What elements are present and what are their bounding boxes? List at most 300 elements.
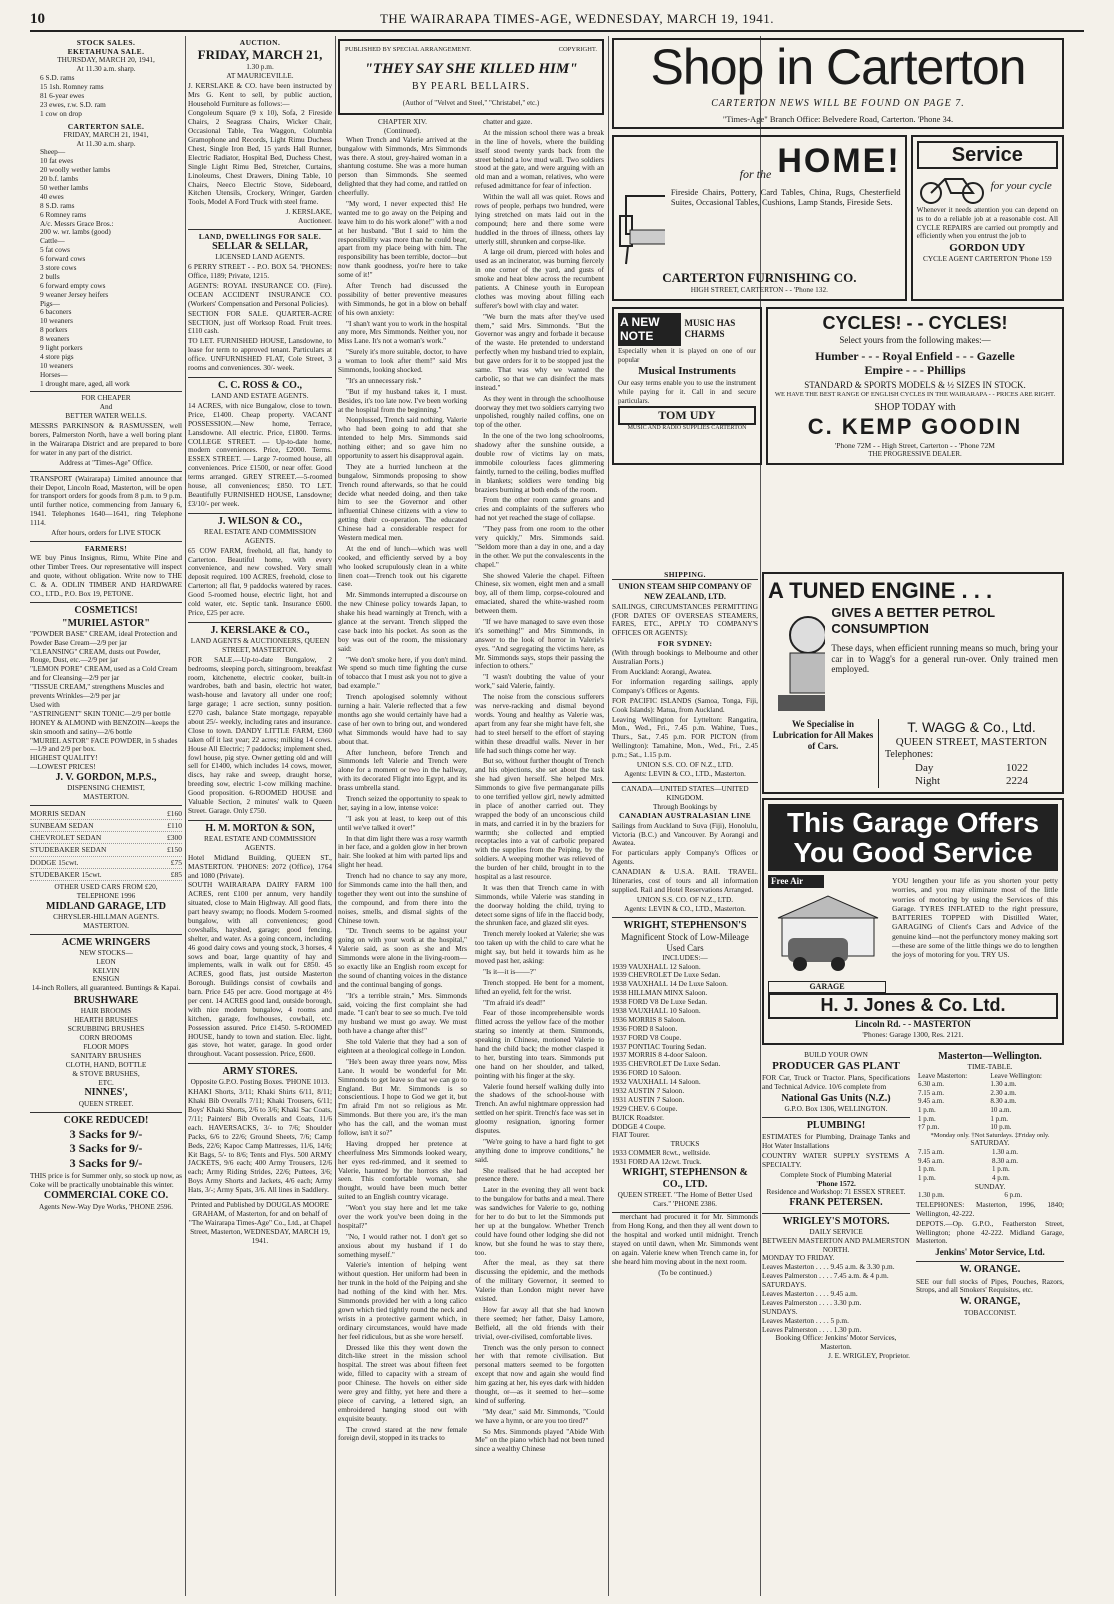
wright-stephenson-ad [612,918,758,1214]
table-row [30,820,182,832]
company-address: Lincoln Rd. - - MASTERTON [855,1018,971,1029]
section-heading: AUCTION. [239,38,281,47]
table-cell: 1 p.m. [918,1173,936,1182]
auction-ad [188,36,332,230]
timetable-line: Leaves Masterton . . . . 5 p.m. [762,1315,849,1325]
story-paragraph: Having dropped her pretence at cheerfulness Mrs Simmonds looked weary, her eyes red-rimmed, and it seemed to Valerie, haunted by the horrors she had seen. This comfortable woman, she thought, would have been much better suited to an English country vicarage. [338,1138,467,1202]
ad-heading: FOR CHEAPER [81,393,131,403]
list-item: Cattle— [40,236,65,246]
brand-list: Empire - - - Phillips [864,363,966,378]
publish-line [345,46,597,54]
table-row [916,1089,1064,1098]
cycle-service-ad [911,135,1064,301]
list-item: 15 1sh. Romney rams [40,81,104,91]
carterton-block [612,36,1064,566]
truck-item: 1931 FORD AA 12cwt. Truck. [612,1157,702,1167]
agent-sub: LAND AGENTS & AUCTIONEERS, QUEEN STREET, MASTERTON. [190,635,330,654]
car-item: BUICK Roadster. [612,1112,664,1122]
cycles-ad [766,307,1064,465]
music-cycles-row [612,305,1064,469]
table-cell: 7.15 a.m. [918,1148,945,1157]
ad-sub: INCLUDES:— [662,952,708,962]
ad-heading: CANADA—UNITED STATES—UNITED KINGDOM. [621,783,749,802]
car-name: STUDEBAKER SEDAN [30,845,107,855]
story-continuation: merchant had procured it for Mr. Simmonds from Hong Kong, and then they all went down to the hospital and worked until midnight. Trench stayed on until dawn, when Mr. Simmonds went on again. Valerie knew when Trench came in, for she heard him moving about in the next room. [612,1212,758,1266]
company-name: H. J. Jones & Co. Ltd. [768,993,1058,1019]
phone-label: Night [915,774,941,787]
column-header: Leave Masterton: [918,1071,968,1080]
timetable-line: Leaves Palmerston . . . . 7.45 a.m. & 4 p.m. [762,1271,889,1281]
story-paragraph: "Dr. Trench seems to be against your going on with your work at the hospital," Valerie said, as soon as she and Mrs Simmonds were alone in the living-room—so exactly like an English room except for the sound of chanting voices in the distance and the continual banging of gongs. [338,926,467,989]
ad-text: SAILINGS, CIRCUMSTANCES PERMITTING (FOR DATES OF OVERSEAS STEAMERS, FARES, ETC., APPLY TO COMPANY'S OFFICES OR AGENTS): [612,601,758,638]
story-paragraph: As they went in through the schoolhouse doorway they met two soldiers carrying two unpolished, roughly nailed coffins, one on top of the other. [475,393,604,430]
table-cell: 8.30 a.m. [992,1156,1019,1165]
truck-list [612,1149,758,1167]
story-paragraph: "I wasn't doubting the value of your work," said Valerie, faintly. [475,672,604,691]
table-row [30,869,182,881]
company-name: WRIGHT, STEPHENSON'S [623,919,747,931]
table-cell: 1 p.m. [992,1165,1010,1174]
story-paragraph: At the mission school there was a break in the line of hovels, where the building itself stood twenty yards back from the street behind a low mud wall. Two soldiers stood at the gate, and were arguing with an old man and a woman, relatives, who were refused admittance for fear of infection. [475,127,604,191]
company-name: National Gas Units (N.Z.) [781,1092,891,1104]
truck-item: 1933 COMMER 8cwt., welltside. [612,1148,711,1158]
car-item: 1939 CHEVROLET De Luxe Sedan. [612,970,721,980]
list-item: 5 fat cows [40,245,70,255]
bicycle-icon [917,169,987,205]
list-item: 6 baconers [40,307,72,317]
story-paragraph: "We're going to have a hard fight to get anything done to improve conditions," he said. [475,1136,604,1164]
ad-highlight: Musical Instruments [638,365,736,378]
ad-text: Congoleum Square (9 x 10), Sofa, 2 Fireside Chairs, 2 Seagrass Chairs, Wicker Chair, Occasional Table, Tea Waggon, Columbia Gramophone and Records, Light Rimu Duchess Chest, Single Iron Bed, 15 yards Hall Runner, Electric Radiator, Hospital Bed, Duchess Chest, Single Light Rimu Bed, Stretcher, Curtains, Linoleums, Chest Drawers, Dining Table, 10 Chairs, Neeco Electric Stove, Sideboard, Kitchen Utensils, Crockery, Wringer, Garden Tools, Model A Ford Truck with steel frame. [188,108,332,207]
ad-heading: A NEW NOTE [618,313,681,346]
product-item: CLOTH, HAND, BOTTLE [65,1059,147,1069]
story-paragraph: From the other room came groans and cries and complaints of the sufferers who had not yet reached the stage of collapse. [475,495,604,523]
ad-heading: PLUMBING! [806,1119,866,1131]
column-1 [30,36,182,1214]
garage-town: MASTERTON. [83,920,129,930]
agent-name: J. KERSLAKE & CO., [210,624,310,636]
imprint: Printed and Published by DOUGLAS MOORE GRAHAM, of Masterton, for and on behalf of "The Wairarapa Times-Age" Co., Ltd., at Chapel Street, Masterton, WEDNESDAY, MARCH 19, 1941. [188,1200,332,1245]
table-cell: 4 p.m. [992,1173,1010,1182]
table-row [916,1191,1064,1200]
list-item: Horses— [40,369,68,379]
company-name: CANADIAN AUSTRALASIAN LINE [618,811,752,821]
brand-list: Humber - - - Royal Enfield - - - Gazelle [815,348,1015,363]
ad-text: 14-inch Rollers, all guaranteed. Buntings & Kapai. [31,983,181,993]
ad-text: OTHER USED CARS FROM £20, [54,881,158,891]
list-item: Pigs— [40,298,60,308]
company-phones: 'Phones: Garage 1300, Res. 2121. [862,1029,964,1039]
story-paragraph: "It's a terrible strain," Mrs. Simmonds said, voicing the first complaint she had made. "I can't bear to see so much. I've told my husband we must go away. We must both have a change after this!" [338,990,467,1036]
banner-title: Shop in Carterton [650,39,1026,95]
story-byline: BY PEARL BELLAIRS. [411,81,531,93]
furnishing-ad [612,135,907,301]
story-paragraph: "It's an unnecessary risk." [346,375,422,385]
company-address: HIGH STREET, CARTERTON - - 'Phone 132. [690,284,828,294]
ross-ad [188,378,332,514]
sale-date: FRIDAY, MARCH 21, 1941, [63,129,149,139]
tobacconist-ad [916,1262,1064,1320]
ad-subheading: GIVES A BETTER PETROL CONSUMPTION [831,604,995,636]
list-item: 4 store pigs [40,351,74,361]
price-line: 3 Sacks for 9/- [69,1155,143,1170]
list-item: ENSIGN [92,974,120,984]
mechanic-icon [768,605,825,715]
agent-name: H. M. MORTON & SON, [205,822,315,834]
transport-ad [30,472,182,542]
bottom-ads [762,1049,1064,1364]
table-cell: 9.45 a.m. [918,1097,945,1106]
ad-phone: 'Phone 1572. [816,1178,856,1188]
list-item: 2 bulls [40,271,60,281]
ad-sub: BETWEEN MASTERTON AND PALMERSTON NORTH. [762,1235,910,1254]
table-row [916,1080,1064,1089]
table-row [916,1097,1064,1106]
publish-note: PUBLISHED BY SPECIAL ARRANGEMENT. [345,46,472,53]
story-paragraph: Trench was the only person to connect her with that remote civilisation. But personal matters seemed to be forgotten except that now and again she would find him gazing at her, his eyes dark with hidden thought, or—as it seemed to her—some kind of suffering. [475,1342,604,1405]
car-name: SUNBEAM SEDAN [30,821,94,831]
page-number: 10 [30,10,45,27]
list-item: 10 fat ewes [40,156,74,166]
brand-name: "MURIEL ASTOR" [62,617,150,629]
carterton-ads-row [612,133,1064,305]
column-5 [762,570,1064,1364]
signature-sub: Auctioneer. [298,216,332,226]
sale-date: THURSDAY, MARCH 20, 1941, [57,55,155,65]
list-item: 3 store cows [40,263,77,273]
agent-name: J. WILSON & CO., [217,515,303,527]
ad-heading: HOME! [777,141,901,180]
timetable-notes: *Monday only. †Not Saturdays. ‡Friday only. [930,1131,1050,1139]
table-cell: 10 p.m. [990,1123,1012,1132]
table-row [916,1106,1064,1115]
ad-phone: TELEPHONE 1996 [76,890,136,900]
day-heading: SATURDAY. [970,1138,1010,1148]
ad-text: Complete Stock of Plumbing Material [780,1169,892,1179]
product-list [30,630,182,772]
ad-text: Fireside Chairs, Pottery, Card Tables, China, Rugs, Chesterfield Suites, Occasional Tables, Cushions, Lamp Stands, Fireside Sets. [670,187,901,208]
company-name: UNION STEAM SHIP COMPANY OF NEW ZEALAND, LTD. [618,582,752,601]
car-price-list [30,808,182,881]
story-paragraph: "They pass from one room to the other very quickly," Mrs. Simmonds said. "Seldom more than a day in one, and a day in the other. We put the convalescents in the chapel." [475,524,604,569]
product-item: —LOWEST PRICES! [30,762,96,772]
ad-prefix: for the [739,167,772,182]
story-paragraph: Dressed like this they went down the ditch-like street in the mission school hospital. The street was about fifteen feet wide, filled to capacity with a stream of poor Chinese. The hovels on either side were grey and filthy, yet here and there a piece of carving, a lettered sign, an embroidered hanging stood out with exquisite beauty. [338,1342,467,1423]
table-row [916,1115,1064,1124]
company-sub: CYCLE AGENT CARTERTON 'Phone 159 [922,254,1052,264]
list-item: 10 weaners [40,360,74,370]
story-paragraph: She showed Valerie the chapel. Fifteen Chinese, six women, eight men and a small boy, all of them limp, corpse-coloured and emaciated, shared the white-washed room between them. [475,570,604,616]
car-list [612,963,758,1141]
product-item: "MURIEL ASTOR" FACE POWDER, in 5 shades—1/9 and 2/9 per box. [30,735,178,754]
wrigley-ad [762,1214,910,1365]
ad-address: Residence and Workshop: 71 ESSEX STREET. [766,1187,906,1197]
ad-text: Whenever it needs attention you can depend on us to do a reliable job at a reasonable cost. All CYCLE REPAIRS are carried out promptly and efficiently when you entrust the job to [916,205,1058,241]
ad-heading: COKE REDUCED! [63,1114,149,1126]
ad-text: FOR PACIFIC ISLANDS (Samoa, Tonga, Fiji, Cook Islands): Matua, from Auckland. [612,695,758,714]
list-item: 9 light porkers [40,343,83,353]
company-sub: TOBACCONIST. [963,1307,1017,1317]
company-name: GORDON UDY [949,242,1026,255]
table-row [30,832,182,844]
company-phones: 'Phone 72M - - High Street, Carterton - - 'Phone 72M [835,440,995,450]
store-address: QUEEN STREET. [78,1098,134,1108]
morton-ad [188,821,332,1064]
agent-text: SECTION FOR SALE. QUARTER-ACRE SECTION, just off Worksop Road. Fruit trees. £110 cash. [188,308,332,336]
ad-heading: BRUSHWARE [73,995,139,1007]
ad-text: DEPOTS.—Op. G.P.O., Featherston Street, Wellington; phone 42-222. Midland Garage, Masterton. [916,1218,1064,1246]
route-heading: FOR SYDNEY: [657,639,713,649]
story-paragraph: Trench had no chance to say any more, for Simmonds came into the hall then, and together they went out into the sunshine of the compound, and from there into the noises, smells, and dismal sights of the Chinese town. [338,871,467,925]
table-cell: 1.30 a.m. [990,1080,1017,1089]
car-price: £85 [170,869,182,879]
plumbing-ad [762,1118,910,1214]
ad-sub: TIME-TABLE. [967,1061,1013,1071]
car-item: 1939 VAUXHALL 12 Saloon. [612,961,701,971]
sale-items [30,148,182,388]
story-paragraph: Trench stopped. He bent for a moment, lifted an eyelid, felt for the wrist. [475,977,604,996]
table-row [30,808,182,820]
story-paragraph: The crowd stared at the new female foreign devil, stopped in its tracks to [338,1424,467,1443]
gas-plant-ad [762,1049,910,1118]
copyright-note: COPYRIGHT. [558,46,597,53]
car-item: 1938 VAUXHALL 14 De Luxe Saloon. [612,979,728,989]
agent-sub: LICENSED LAND AGENTS. [215,252,305,262]
store-sub: Opposite G.P.O. Posting Boxes. 'PHONE 1013. [190,1077,330,1087]
store-name: ARMY STORES. [222,1066,298,1078]
product-item: SANITARY BRUSHES [70,1050,142,1060]
sale-items [30,74,182,118]
table-cell: 1 p.m. [918,1165,936,1174]
company-name: TOM UDY [618,406,756,425]
story-paragraph: "He's been away three years now, Miss Lane. It would be wonderful for Mr. Simmonds to get leave so that we can go to England. But Mr. Simmonds is so conscientious. I hope to God we get it, but I'm afraid I'm not so religious as Mr. Simmonds. But there you are, it's the man who has the call, and the woman must follow, isn't it so?" [338,1056,467,1138]
car-name: DODGE 15cwt. [30,857,79,867]
table-cell: 7.15 a.m. [918,1088,945,1097]
car-item: 1938 VAUXHALL 10 Saloon. [612,1006,701,1015]
column-rule [335,36,336,1596]
ad-heading: Masterton—Wellington. [938,1050,1042,1062]
agent-text: AGENTS: ROYAL INSURANCE CO. (Fire). OCEAN ACCIDENT INSURANCE CO. (Workers' Compensation and Personal Policies). [188,281,332,308]
list-item: A/c. Messrs Grace Bros.: [40,218,114,228]
car-item: 1929 CHEV. 6 Coupe. [612,1103,678,1113]
company-name: UNION S.S. CO. OF N.Z., LTD. [636,894,734,904]
company-name: UNION S.S. CO. OF N.Z., LTD. [636,760,734,770]
list-item: 200 w. wr. lambs (good) [40,227,111,237]
agent-sub: LAND AND ESTATE AGENTS. [211,391,309,401]
ad-text: Especially when it is played on one of our popular [618,347,756,364]
column-rule [185,36,186,1596]
stock-sales [30,36,182,392]
agents: Agents: LEVIN & CO., LTD., Masterton. [624,903,746,913]
masthead [30,8,1084,32]
armchair-icon [618,186,665,266]
sale-time: At 11.30 a.m. sharp. [76,138,136,148]
list-item: 20 woolly wether lambs [40,165,111,175]
ad-heading: BETTER WATER WELLS. [65,411,147,421]
illustration-label: GARAGE [768,981,886,993]
sale-heading: EKETAHUNA SALE. [67,47,145,57]
chemist-town: MASTERTON. [83,792,129,802]
chemist-sub: DISPENSING CHEMIST, [67,783,145,793]
story-paragraph: "Is it—it is——?" [483,966,536,976]
ad-text: Leaving Wellington for Lyttelton: Rangatira, Mon., Wed., Fri., 7.45 p.m. Wahine, Tues., Thurs., Sat., 7.45 p.m. FOR PICTON (from Wellington): Tamahine, Mon., Wed., Fri., 2.45 p.m.; Sat., 1.15 p.m. [612,714,758,760]
timetable-line: SUNDAYS. [762,1306,798,1316]
ad-sub: DAILY SERVICE [809,1226,863,1236]
timetable-line: SATURDAYS. [762,1280,807,1290]
timetable-line: Leaves Palmerston . . . . 3.30 p.m. [762,1297,862,1307]
agent-address: Hotel Midland Building, QUEEN ST., MASTERTON. 'PHONES: 2072 (Office), 1764 and 1080 (Private). [188,852,332,880]
table-cell: 1.30 p.m. [918,1191,945,1200]
story-paragraph: Valerie found herself walking dully into the shadows of the school-house with Trench. An awful nightmare oppression had settled on her spirit. Trench's face was set in gloomy resignation, ignoring former disputes. [475,1081,604,1136]
chapter-heading: CHAPTER XIV. [378,117,427,126]
car-item: 1932 VAUXHALL 14 Saloon. [612,1077,701,1087]
list-item: KELVIN [92,965,120,975]
sale-time: At 11.30 a.m. sharp. [76,64,136,74]
ad-heading: ACME WRINGERS [61,936,151,948]
timetable [916,1148,1064,1182]
illustration-label: Free Air [768,875,824,888]
car-item: 1936 FORD 10 Saloon. [612,1068,681,1078]
story-paragraph: In that dim light there was a rosy warmth in her face, and a golden glow in her brown hair. She looked at him with parted lips and slight her head. [338,833,467,870]
story-paragraph: Nonplussed, Trench said nothing. Valerie who had been going to add that she intended to help Mrs. Simmonds said nothing either; and so gave him no opportunity to assert his disapproval again. [338,415,467,460]
car-price: £160 [167,809,182,819]
ad-text: For particulars apply Company's Offices or Agents. [612,848,758,867]
farmers-ad [30,542,182,604]
story-paragraph: The noise from the conscious sufferers was nerve-racking and dismal beyond words. Young and healthy as Valerie was, apart from any fear she might have felt, she had to steel herself to the effort of staying within these dreadful walls. Never in her life had such things come her way. [475,692,604,755]
table-cell: †7 p.m. [918,1123,940,1132]
story-paragraph: But so, without further thought of Trench and his objections, she set about the task she had given herself. She helped Mrs. Simmonds to give five permanganate pills to one terrified yellow girl, newly admitted in place of another carried out. They wrapped the body of an unconscious child in mats, and carried it in by the braziers for warmth; she collected and emptied receptacles into a vat of carbolic prepared with the supplies from the Peiping, by the soldiers. A weeping mother was relieved of the burden of her child, brought in to the hospital as a last resource. [475,756,604,881]
story-paragraph: Within the wall all was quiet. Rows and rows of people, perhaps two hundred, were lying stretched on mats laid out in the compound; here and there some were huddled in the throes of illness, others lay utterly still, shrunken and corpse-like. [475,192,604,246]
table-cell: 1 p.m. [990,1114,1009,1123]
car-item: FIAT Tourer. [612,1130,650,1140]
company-name: CARTERTON FURNISHING CO. [662,270,857,286]
story-paragraph: "I shan't want you to work in the hospital any more, Mrs Simmonds. Neither you, nor Miss Lane. It's not a woman's work." [338,318,467,346]
table-cell: 2.30 a.m. [990,1088,1017,1097]
ad-sub: Through Bookings by [652,801,718,811]
list-item: LEON [96,956,116,966]
car-item: 1938 FORD V8 De Luxe Sedan. [612,997,708,1007]
canadian-line-ad [612,783,758,918]
column-rule [608,36,609,1596]
car-item: 1935 CHEVROLET De Luxe Sedan. [612,1059,721,1069]
story-paragraph: After the meal, as they sat there discussing the epidemic, and the methods of the military Governor, it seemed to Valerie than London might never have existed. [475,1258,604,1304]
car-item: 1932 AUSTIN 7 Saloon. [612,1086,685,1096]
story-paragraph: Fear of those incomprehensible words flitted across the yellow face of the mother staring so intently at them. Simmonds, speaking in Chinese, motioned Valerie to hand the child back; the mother clasped it to her, bursting into tears. Simmonds put one hand on her shoulder, and talked, pointing with his finger at the sky. [475,1008,604,1080]
list-item: 81 6-year ewes [40,90,85,100]
banner-branch: "Times-Age" Branch Office: Belvedere Road, Carterton. 'Phone 34. [722,114,954,125]
list-item: 6 Romney rams [40,209,87,219]
company-name: T. WAGG & Co., Ltd. [907,718,1036,735]
timetable-ad [916,1049,1064,1263]
car-name: CHEVROLET SEDAN [30,833,102,843]
section-heading: SHIPPING. [612,570,758,580]
car-item: 1937 MORRIS 8 4-door Saloon. [612,1050,708,1060]
list-item: 6 forward empty cows [40,280,106,290]
table-cell: 1 p.m. [918,1114,936,1123]
company-name: WRIGHT, STEPHENSON & CO., LTD. [622,1167,748,1191]
story-paragraph: How far away all that she had known there seemed; her father, Daisy Lamore, Belfield, all the old friends with their trivial, over-civilised, comfortable lives. [475,1304,604,1341]
table-row [916,1123,1064,1132]
car-item: 1937 FORD V8 Coupe. [612,1032,682,1042]
car-price: £300 [167,833,182,843]
car-item: 1936 FORD 8 Saloon. [612,1023,678,1033]
ad-sub: MUSIC HAS CHARMS [684,318,736,340]
company-name: FRANK PETERSEN. [789,1197,883,1209]
section-heading: STOCK SALES. [76,38,136,47]
ad-heading: CYCLES! - - CYCLES! [822,312,1008,333]
ad-heading: PRODUCER GAS PLANT [772,1059,900,1072]
ad-prefix: BUILD YOUR OWN [804,1049,868,1059]
story-paragraph: Trench apologised solemnly without turning a hair. Valerie reflected that a few months ago she would certainly have had a case of her own to bring out, and wondered what Simmonds would have had to say about that. [338,692,467,746]
agent-sub: REAL ESTATE AND COMMISSION AGENTS. [203,833,317,852]
sale-heading: CARTERTON SALE. [67,121,145,131]
serial-title-box [338,39,604,115]
ad-text: WE buy Pinus Insignus, Rimu, White Pine and other Timber Trees. Our representative will inspect and quote, without obligation. Write now to THE C. & A. ODLIN TIMBER AND HARDWARE CO., LTD., P.O. Box 19, PETONE. [30,552,182,598]
union-steam-ad [612,580,758,783]
ad-sub: for your cycle [990,180,1052,193]
ad-text: Sailings from Auckland to Suva (Fiji), Honolulu, Victoria (B.C.) and Vancouver. By Aorangi and Awatea. [612,820,758,848]
ad-sub: Select yours from the following makes:— [839,334,991,345]
garage-service-ad [762,798,1064,1044]
company-address: G.P.O. Box 1306, WELLINGTON. [784,1104,888,1114]
car-price: £75 [170,857,182,867]
ad-text: Booking Office: Jenkins' Motor Services, Masterton. [775,1333,897,1352]
story-paragraph: In the one of the two long schoolrooms, shadowy after the sunshine outside, a double row of victims lay on mats, immobile colourless faces glimmering faintly, turned to the ceiling, bodies muffled in blankets; soldiers were tending big braziers burning at both ends of the room. [475,431,604,494]
product-item: "POWDER BASE" CREAM, ideal Protection and Powder Base Cream—2/9 per jar [30,628,178,647]
list-item: 40 ewes [40,191,64,201]
table-row [30,844,182,856]
wringers-ad [30,935,182,1113]
garage-sub: CHRYSLER-HILLMAN AGENTS. [53,911,159,921]
story-paragraph: "If we have managed to save even those it's something!" and Mrs Simmonds, in answer to the look of horror in Valerie's eyes. "And segregating the victims here, as Mr. Simmonds says, stops their passing the infection to others." [475,617,604,671]
phone-label: Day [915,761,934,774]
timetable [916,1191,1064,1200]
company-name: C. KEMP GOODIN [807,414,1023,440]
ad-text: (With through bookings to Melbourne and other Australian Ports.) [612,648,758,667]
ad-text: These days, when efficient running means so much, bring your car in to Wagg's for a general run-over. Only trained men employed. [831,642,1058,675]
story-paragraph: "No, I would rather not. I don't get so anxious about my husband if I do something myself." [338,1231,467,1259]
list-item: 1 cow on drop [40,108,82,118]
music-ad [612,307,762,465]
ad-text: YOU lengthen your life as you shorten your petty worries, and you may eliminate most of the little worries of motoring by using the Services of this Garage. TYRES INFLATED to the right pressure, BATTERIES TOPPED with Distilled Water, GARAGING of Client's Cars and Advice of the genuine kind—not the perfunctory money making sort—these are some of the little things we do to lengthen the joys of motoring for you. TRY US. [892,876,1058,960]
company-address: QUEEN STREET, MASTERTON [895,735,1048,748]
list-item: 50 wether lambs [40,183,89,192]
cosmetics-ad [30,603,182,806]
day-heading: SUNDAY. [974,1181,1006,1191]
timetable-line: Leaves Masterton . . . . 9.45 a.m. [762,1288,858,1298]
story-column-right [475,118,604,1456]
list-item: 8 porkers [40,325,68,335]
ad-text: MESSRS PARKINSON & RASMUSSEN, well borers, Palmerston North, have a well boring plant in the Wairarapa District and are prepared to bore for water in any part of the district. [30,421,182,457]
story-paragraph: "Won't you stay here and let me take over the work you've been doing in the hospital?" [338,1203,467,1230]
ad-heading: COSMETICS! [74,605,138,617]
product-item: HIGHEST QUALITY! [30,753,98,763]
agent-text: SOUTH WAIRARAPA DAIRY FARM 100 ACRES, rent £100 per annum, very handily situated, close to Main Highway. All good flats, part heavy swamp; no floods. Modern 5-roomed bungalow, with all conveniences; good cowshalls, hayshed, garage; good fencing, shelter, and water. As a going concern, including 46 good dairy cows and young stock, 3 horses, 4 sows and boar, large quantity of hay and implements, walk in walk out for £850. 45 ACRES, good flats, just outside Masterton Borough. Buildings consist of cowbails and barn. Price £45 per acre. Good mortgage at 4½ per cent. 14 ACRES good land, outside borough, with nice modern bungalow, 4 rooms and kitchen, garage, fowlhouses, cowbail, etc. Possession assured. Price £1450. 5-ROOMED HOUSE, handy to town and station. Elec. light, gas stove, hot water, garage. In good order throughout. Vacant possession. Price, £600. [188,880,332,1059]
company-sub: Agents New-Way Dye Works, 'PHONE 2596. [39,1201,173,1211]
company-name: WRIGLEY'S MOTORS. [782,1215,890,1227]
story-title: "THEY SAY SHE KILLED HIM" [364,60,578,77]
list-item: 23 ewes, r.w. S.D. ram [40,99,106,109]
signature: J. KERSLAKE, [285,207,332,217]
ad-sub: Magnificent Stock of Low-Mileage Used Cars [621,931,749,953]
army-stores-ad [188,1064,332,1200]
story-paragraph: She realised that he had accepted her presence there. [475,1165,604,1184]
ad-heading: This Garage Offers You Good Service [768,804,1058,871]
ad-text: STANDARD & SPORTS MODELS & ½ SIZES IN STOCK. [804,379,1026,390]
table-row [30,857,182,869]
table-row [916,1148,1064,1157]
story-paragraph: Trench merely looked at Valerie; she was too taken up with the child to care what he might say, but held it towards him as he moved past her, asking: [475,929,604,965]
